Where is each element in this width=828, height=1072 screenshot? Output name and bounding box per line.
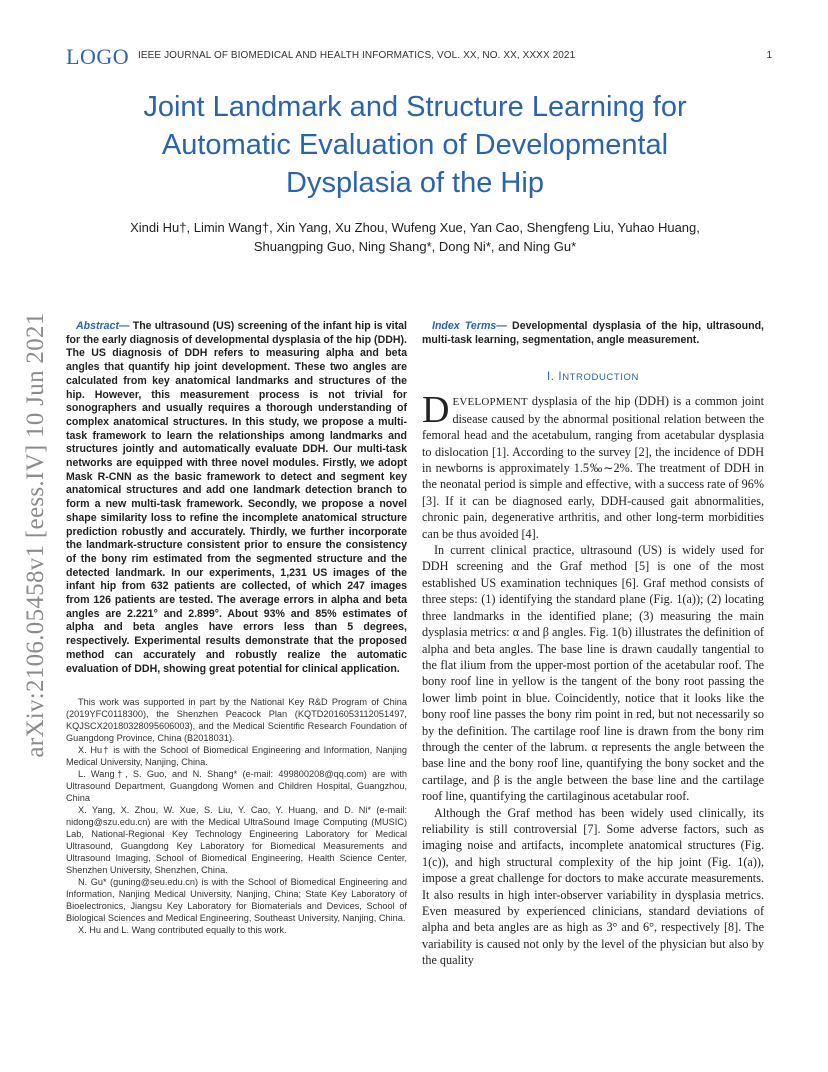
title-line: Joint Landmark and Structure Learning for <box>143 91 687 123</box>
page-number: 1 <box>766 50 772 61</box>
arxiv-stamp-text: arXiv:2106.05458v1 [eess.IV] 10 Jun 2021 <box>22 312 49 758</box>
author-line: Shuangping Guo, Ning Shang*, Dong Ni*, and Ning Gu* <box>253 239 577 254</box>
section-initial: I <box>558 371 563 384</box>
paper-title <box>70 88 760 202</box>
footnote: This work was supported in part by the National Key R&D Program of China (2019YFC0118300), the Shenzhen Peacock Plan (KQTD2016053112051497, KQJSCX20180328095606003), and the Medical Scientific Research Foundation of Guangdong Province, China (B2018031). <box>66 697 407 744</box>
journal-info: IEEE JOURNAL OF BIOMEDICAL AND HEALTH INFORMATICS, VOL. XX, NO. XX, XXXX 2021 <box>138 50 576 61</box>
title-line: Automatic Evaluation of Developmental <box>161 129 669 161</box>
paragraph-text: dysplasia of the hip (DDH) is a common joint disease caused by the abnormal positional relation between the femoral head and the acetabulum, ranging from acetabular dysplasia to dislocation [1]. According to the survey [2], the incidence of DDH in newborns is approximately 1.5‰∼2%. The treatment of DDH in the neonatal period is simple and effective, with a success rate of 96% [3]. If it can be diagnosed early, DDH-caused gait abnormalities, chronic pain, degenerative arthritis, and other long-term morbidities can be thus avoided [4]. <box>422 394 764 541</box>
footnote: N. Gu* (guning@seu.edu.cn) is with the School of Biomedical Engineering and Information, Nanjing Medical University, Nanjing, China; State Key Laboratory of Bioelectronics, Jiangsu Key Laboratory for Biomaterials and Devices, School of Biological Sciences and Medical Engineering, Southeast University, Nanjing, China. <box>66 877 407 924</box>
index-terms-text: Developmental dysplasia of the hip, ultrasound, multi-task learning, segmentation, angle measurement. <box>422 320 764 346</box>
section-title-rest: NTRODUCTION <box>562 372 639 384</box>
abstract <box>66 320 407 676</box>
small-caps-word: EVELOPMENT <box>452 396 528 409</box>
abstract-label: Abstract— <box>76 320 130 332</box>
footnote: X. Yang, X. Zhou, W. Xue, S. Liu, Y. Cao, Y. Huang, and D. Ni* (e-mail: nidong@szu.edu.cn) are with the Medical UltraSound Image Computing (MUSIC) Lab, National-Regional Key Technology Engineering Laboratory for Medical Ultrasound, Guangdong Key Laboratory for Biomedical Measurements and Ultrasound Imaging, School of Biomedical Engineering, Health Science Center, Shenzhen University, Shenzhen, China. <box>66 805 407 876</box>
paragraph <box>422 389 764 542</box>
title-line: Dysplasia of the Hip <box>286 167 544 199</box>
page-header <box>66 44 772 68</box>
arxiv-stamp <box>16 290 56 780</box>
drop-cap: D <box>422 389 450 432</box>
paragraph: In current clinical practice, ultrasound (US) is widely used for DDH screening and the Graf method [5] is one of the most established US examination techniques [6]. Graf method consists of three steps: (1) identifying the standard plane (Fig. 1(a)); (2) locating three landmarks in the identified plane; (3) measuring the main dysplasia metrics: α and β angles. Fig. 1(b) illustrates the definition of alpha and beta angles. The base line is drawn caudally tangential to the flat ilium from the upper-most portion of the acetabular roof. The bony roof line in yellow is the tangent of the bony root passing the lower limb point in blue. Coincidently, notice that it looks like the bony roof line passes the bony rim point in red, but not necessarily so by the definition. The cartilage roof line is drawn from the bony rim through the center of the labrum. α represents the angle between the base line and the bony roof line, quantifying the bony socket and the cartilage, and β is the angle between the base line and the cartilage roof line, quantifying the cartilaginous acetabular roof. <box>422 543 764 804</box>
footnote: X. Hu† is with the School of Biomedical Engineering and Information, Nanjing Medical University, Nanjing, China. <box>66 745 407 768</box>
abstract-text: The ultrasound (US) screening of the infant hip is vital for the early diagnosis of developmental dysplasia of the hip (DDH). The US diagnosis of DDH refers to measuring alpha and beta angles that quantify hip joint development. These two angles are calculated from key anatomical landmarks and structures of the hip. However, this measurement process is not trivial for sonographers and usually requires a thorough understanding of complex anatomical structures. In this study, we propose a multi-task framework to learn the relationships among landmarks and structures jointly and automatically evaluate DDH. Our multi-task networks are equipped with three novel modules. Firstly, we adopt Mask R-CNN as the basic framework to detect and segment key anatomical structures and add one landmark detection branch to form a new multi-task framework. Secondly, we propose a novel shape similarity loss to refine the incomplete anatomical structure prediction robustly and accurately. Thirdly, we further incorporate the landmark-structure consistent prior to ensure the consistency of the bony rim estimated from the segmented structure and the detected landmark. In our experiments, 1,231 US images of the infant hip from 632 patients are collected, of which 247 images from 126 patients are tested. The average errors in alpha and beta angles are 2.221° and 2.899°. About 93% and 85% estimates of alpha and beta angles have errors less than 5 degrees, respectively. Experimental results demonstrate that the proposed method can accurately and robustly realize the automatic evaluation of DDH, showing great potential for clinical application. <box>66 320 407 675</box>
footnotes <box>66 696 407 936</box>
section-heading-introduction <box>422 371 764 383</box>
author-line: Xindi Hu†, Limin Wang†, Xin Yang, Xu Zhou, Wufeng Xue, Yan Cao, Shengfeng Liu, Yuhao Huang, <box>130 220 700 235</box>
introduction-body <box>422 389 764 968</box>
index-terms <box>422 320 764 347</box>
paragraph: Although the Graf method has been widely used clinically, its reliability is still controversial [7]. Some adverse factors, such as imaging noise and artifacts, incomplete anatomical structures (Fig. 1(c)), and high structural complexity of the hip joint (Fig. 1(a)), impose a great challenge for doctors to make accurate measurements. It also results in high inter-observer variability in dysplasia metrics. Even measured by experienced clinicians, standard deviations of alpha and beta angles are as high as 3° and 6°, respectively [8]. The variability is caused not only by the level of the physician but also by the quality <box>422 805 764 968</box>
right-column <box>422 320 764 969</box>
journal-logo: LOGO <box>66 44 130 69</box>
index-terms-label: Index Terms— <box>432 320 507 332</box>
footnote: L. Wang†, S. Guo, and N. Shang* (e-mail: 499800208@qq.com) are with Ultrasound Department, Guangdong Women and Children Hospital, Guangzhou, China <box>66 769 407 804</box>
author-list <box>60 218 770 256</box>
footnote: X. Hu and L. Wang contributed equally to this work. <box>78 925 287 936</box>
left-column <box>66 320 407 936</box>
section-number: I. <box>547 371 559 384</box>
